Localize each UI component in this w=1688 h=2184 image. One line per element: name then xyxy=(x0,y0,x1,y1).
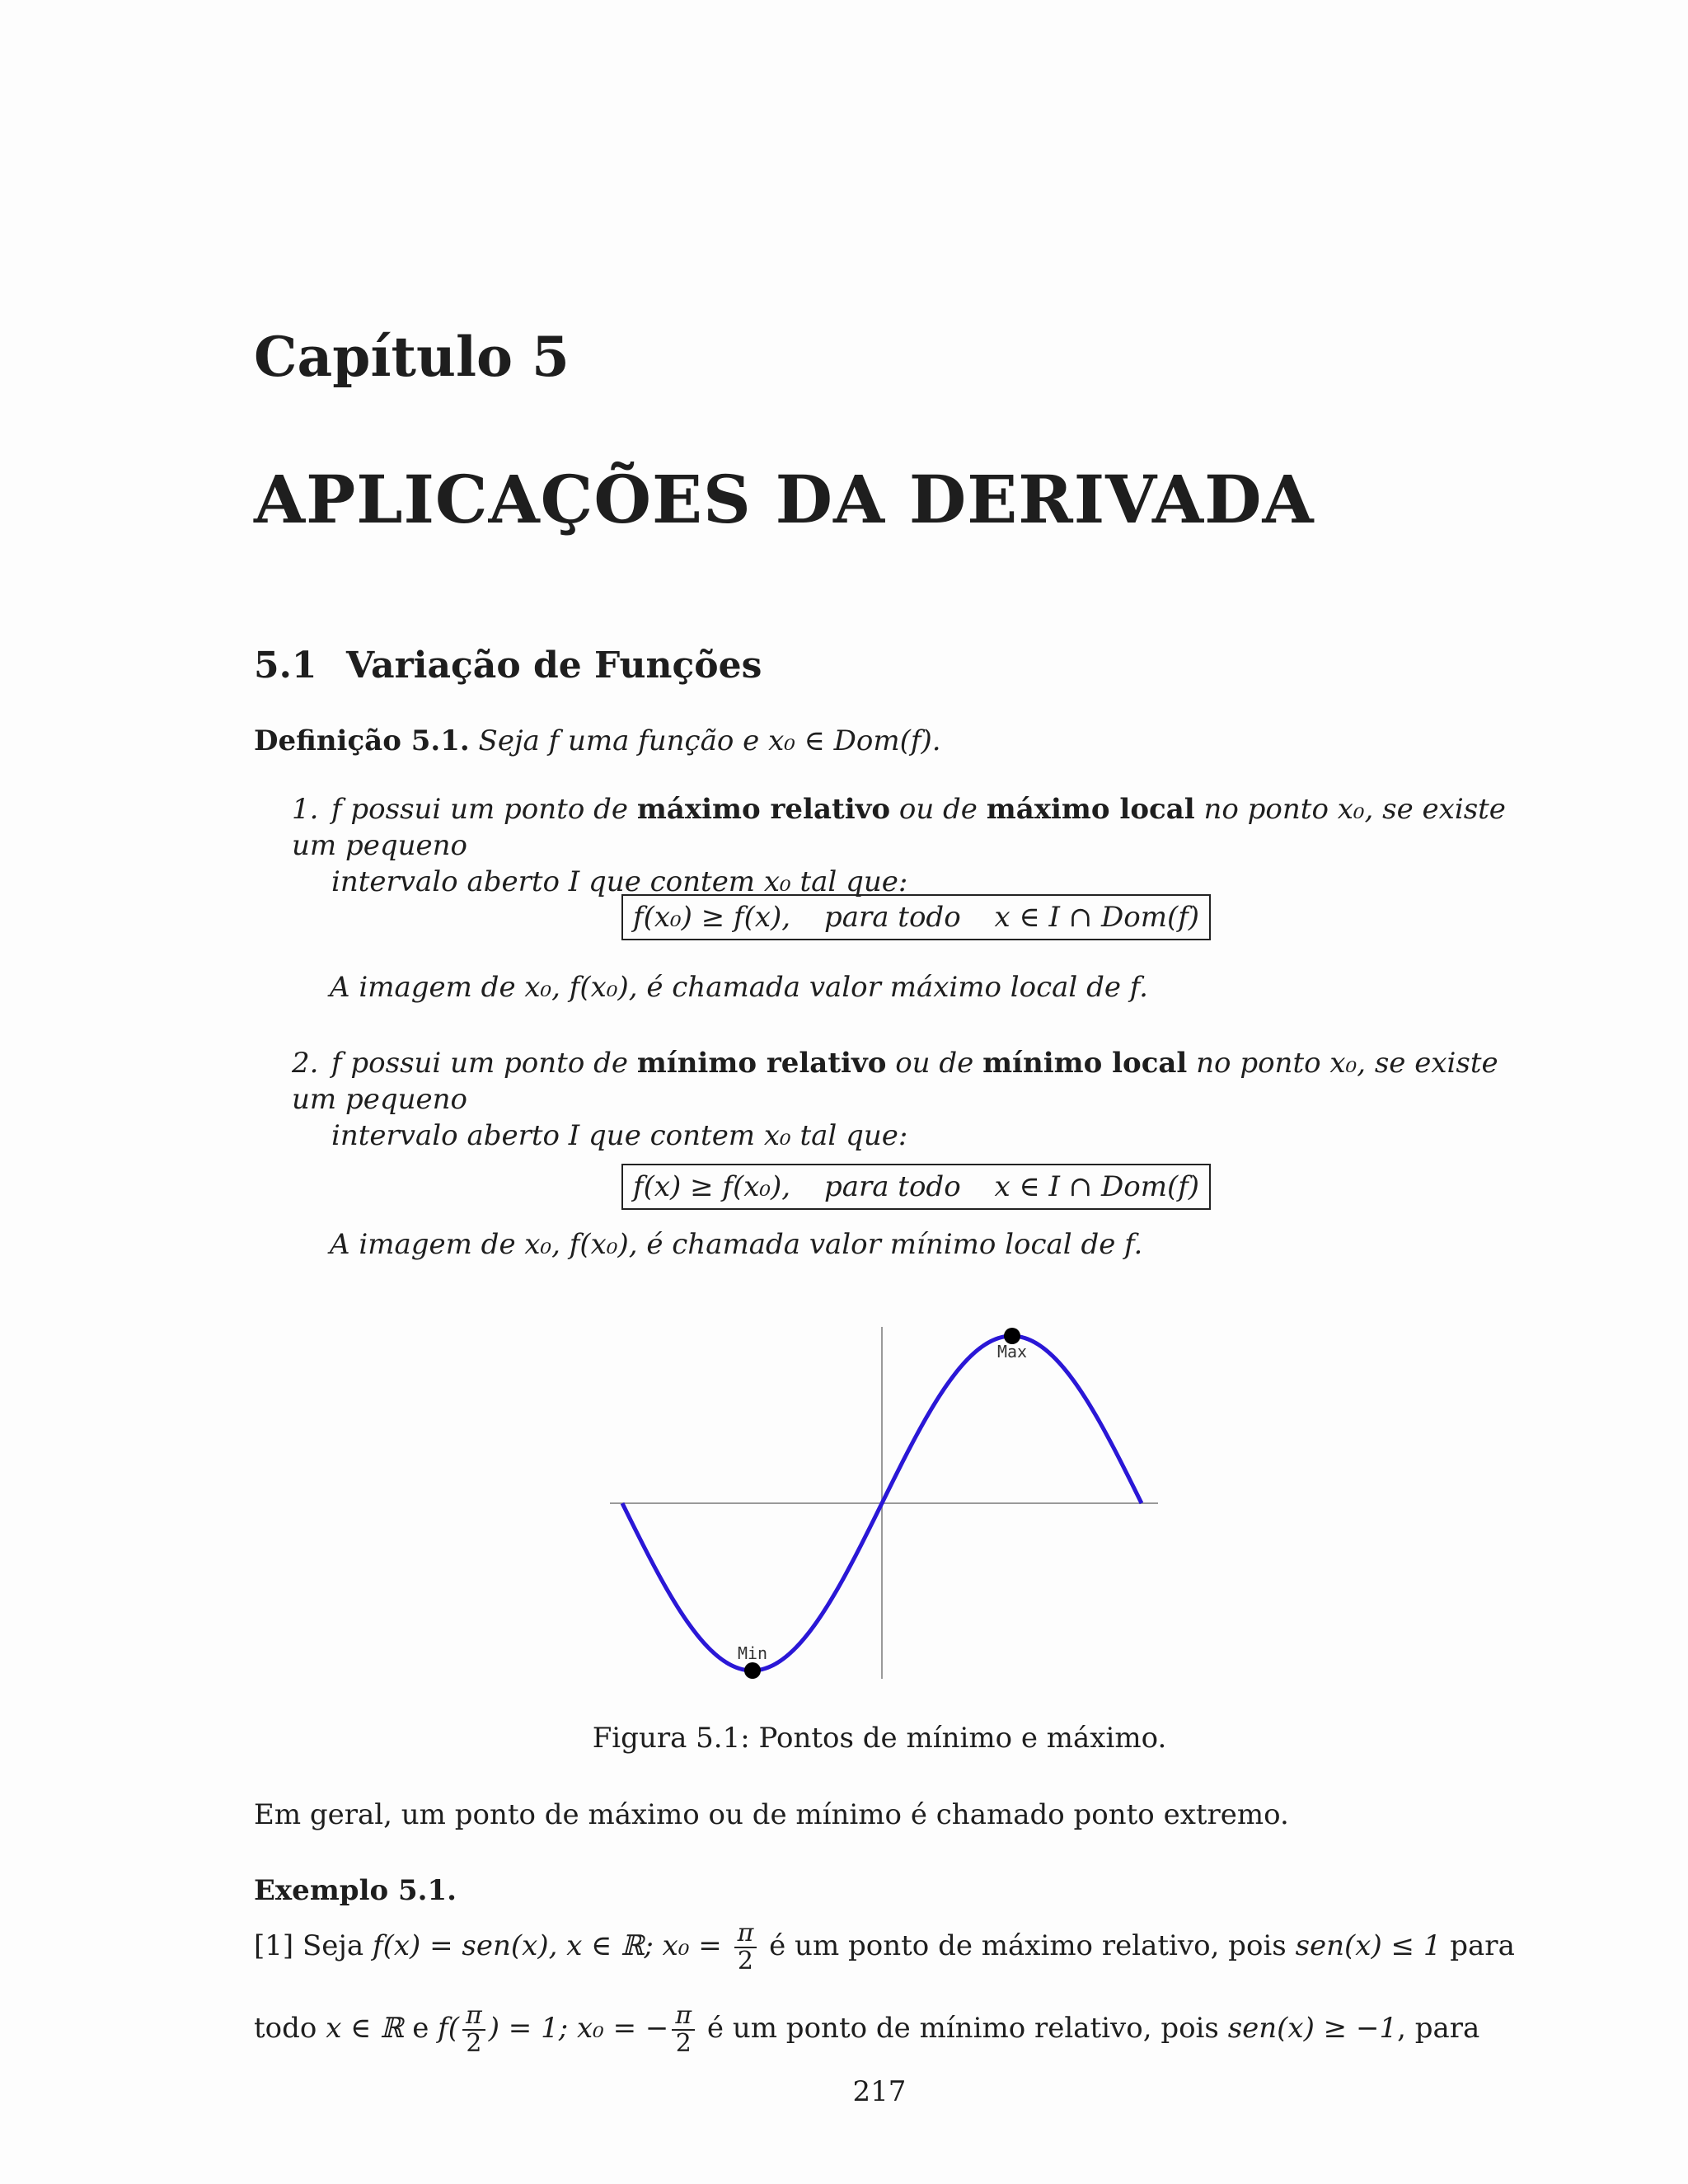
ex-math: ) = 1; x₀ = − xyxy=(488,2012,669,2045)
ex-math: f(x) = sen(x), x ∈ ℝ; x₀ = xyxy=(373,1929,722,1962)
item-text: f possui um ponto de xyxy=(331,1047,637,1080)
section-heading xyxy=(254,644,762,687)
item-number: 2. xyxy=(292,1047,319,1080)
ex-math: sen(x) ≤ 1 xyxy=(1295,1929,1442,1962)
ex-math: x ∈ ℝ xyxy=(326,2012,404,2045)
formula-right: x ∈ I ∩ Dom(f) xyxy=(994,1170,1200,1203)
ex-text: é um ponto de máximo relativo, pois xyxy=(760,1929,1296,1962)
formula-box-min xyxy=(621,1164,1211,1210)
item-bold-term: máximo relativo xyxy=(636,793,891,826)
formula-left: f(x) ≥ f(x₀), xyxy=(633,1170,791,1203)
min-label: Min xyxy=(737,1643,768,1663)
definition-item-1 xyxy=(292,791,1507,900)
chapter-title: APLICAÇÕES DA DERIVADA xyxy=(254,461,1315,538)
ex-text: , para xyxy=(1397,2012,1480,2045)
sine-figure xyxy=(577,1302,1170,1698)
max-note: A imagem de x₀, f(x₀), é chamada valor máximo local de f. xyxy=(330,971,1148,1004)
frac-denominator: 2 xyxy=(737,1947,753,1975)
fraction-pi-over-2 xyxy=(672,2003,695,2057)
item-bold-term: máximo local xyxy=(986,793,1195,826)
item-text: no ponto x₀, se existe um pequeno xyxy=(292,793,1506,862)
min-note: A imagem de x₀, f(x₀), é chamada valor mínimo local de f. xyxy=(330,1228,1143,1261)
item-bold-term: mínimo relativo xyxy=(636,1047,887,1080)
fraction-pi-over-2 xyxy=(462,2003,485,2057)
item-text-line2: intervalo aberto I que contem x₀ tal que: xyxy=(331,1119,908,1152)
item-text-line2: intervalo aberto I que contem x₀ tal que: xyxy=(331,865,908,898)
ex-text: todo xyxy=(254,2012,326,2045)
example-line-1 xyxy=(254,1919,1515,1975)
body-paragraph: Em geral, um ponto de máximo ou de mínimo é chamado ponto extremo. xyxy=(254,1798,1289,1831)
definition-item-2 xyxy=(292,1045,1507,1154)
ex-text: para xyxy=(1441,1929,1515,1962)
section-title: Variação de Funções xyxy=(346,644,762,687)
item-text: ou de xyxy=(886,1047,983,1080)
formula-right: x ∈ I ∩ Dom(f) xyxy=(994,901,1200,934)
item-text: no ponto x₀, se existe um pequeno xyxy=(292,1047,1498,1116)
formula-left: f(x₀) ≥ f(x), xyxy=(633,901,791,934)
frac-numerator: π xyxy=(672,2003,695,2031)
min-point xyxy=(744,1662,761,1679)
frac-denominator: 2 xyxy=(466,2029,482,2058)
formula-mid: para todo xyxy=(823,1170,961,1203)
max-label: Max xyxy=(996,1342,1028,1361)
formula-mid: para todo xyxy=(823,901,961,934)
page-number: 217 xyxy=(852,2075,907,2108)
item-text: ou de xyxy=(890,793,987,826)
figure-caption: Figura 5.1: Pontos de mínimo e máximo. xyxy=(592,1722,1167,1755)
definition-text: Seja f uma função e x₀ ∈ Dom(f). xyxy=(478,724,941,757)
ex-math: f( xyxy=(438,2012,460,2045)
ex-text: [1] Seja xyxy=(254,1929,373,1962)
item-bold-term: mínimo local xyxy=(982,1047,1188,1080)
ex-text: e xyxy=(403,2012,438,2045)
example-line-2 xyxy=(254,2003,1507,2057)
frac-numerator: π xyxy=(462,2003,485,2031)
fraction-pi-over-2 xyxy=(734,1920,757,1975)
formula-box-max xyxy=(621,894,1211,940)
ex-text: é um ponto de mínimo relativo, pois xyxy=(698,2012,1228,2045)
ex-math: sen(x) ≥ −1 xyxy=(1227,2012,1398,2045)
section-number: 5.1 xyxy=(254,644,317,687)
definition-header xyxy=(254,723,941,759)
item-number: 1. xyxy=(292,793,319,826)
definition-label: Definição 5.1. xyxy=(254,724,470,757)
item-text: f possui um ponto de xyxy=(331,793,637,826)
frac-denominator: 2 xyxy=(675,2029,692,2058)
chapter-number: Capítulo 5 xyxy=(254,325,570,389)
example-title: Exemplo 5.1. xyxy=(254,1874,457,1907)
frac-numerator: π xyxy=(734,1920,757,1948)
